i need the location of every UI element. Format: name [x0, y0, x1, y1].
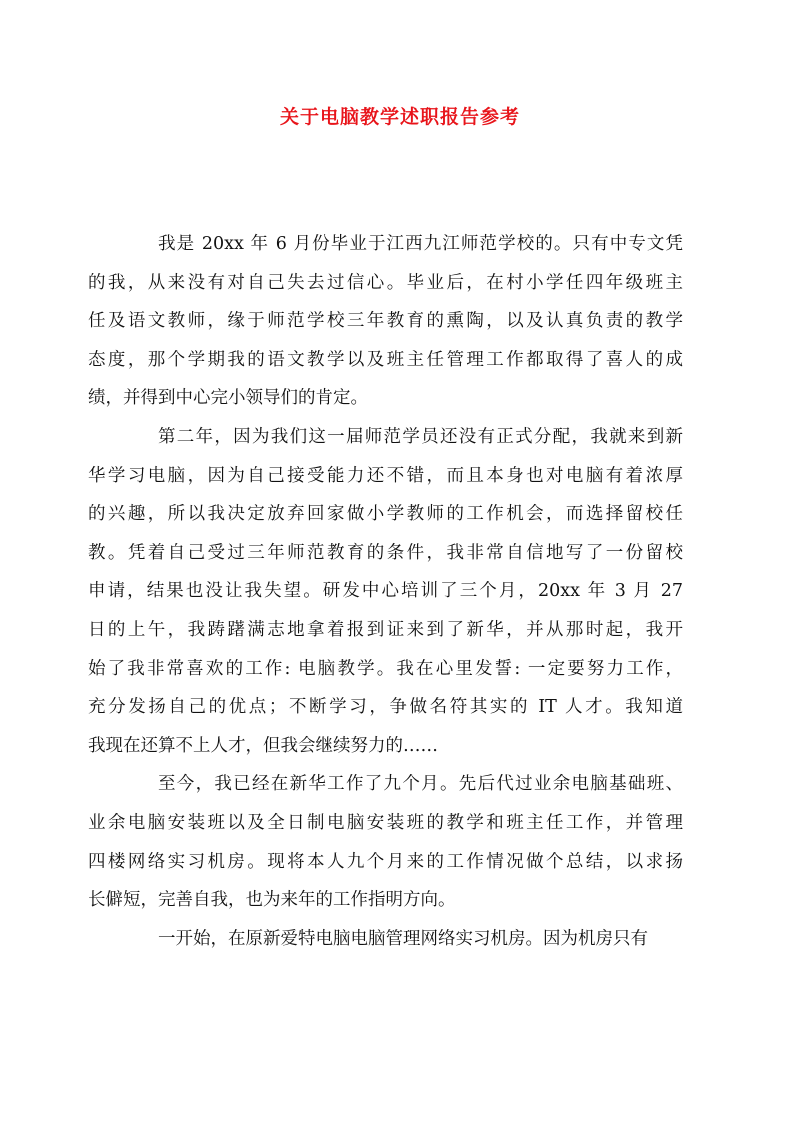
paragraph-line: 业余电脑安装班以及全日制电脑安装班的教学和班主任工作，并管理 — [88, 812, 683, 833]
paragraph-line: 我是 20xx 年 6 月份毕业于江西九江师范学校的。只有中专文凭 — [158, 234, 683, 254]
paragraph-line: 至今，我已经在新华工作了九个月。先后代过业余电脑基础班、 — [158, 774, 683, 795]
paragraph-line: 态度，那个学期我的语文教学以及班主任管理工作都取得了喜人的成 — [88, 349, 683, 370]
paragraph-line: 的我，从来没有对自己失去过信心。毕业后，在村小学任四年级班主 — [88, 272, 683, 293]
paragraph-line: 绩，并得到中心完小领导们的肯定。 — [88, 388, 368, 409]
paragraph-1 — [88, 225, 683, 418]
paragraph-line: 充分发扬自己的优点；不断学习，争做名符其实的 IT 人才。我知道 — [88, 697, 683, 718]
paragraph-line: 长僻短，完善自我，也为来年的工作指明方向。 — [88, 890, 456, 911]
paragraph-4 — [123, 920, 683, 959]
paragraph-line: 华学习电脑，因为自己接受能力还不错，而且本身也对电脑有着浓厚 — [88, 465, 683, 486]
paragraph-line: 日的上午，我踌躇满志地拿着报到证来到了新华，并从那时起，我开 — [88, 619, 683, 640]
paragraph-line: 始了我非常喜欢的工作: 电脑教学。我在心里发誓: 一定要努力工作， — [88, 658, 683, 679]
paragraph-line: 第二年，因为我们这一届师范学员还没有正式分配，我就来到新 — [158, 426, 683, 447]
paragraph-line: 的兴趣，所以我决定放弃回家做小学教师的工作机会，而选择留校任 — [88, 504, 683, 525]
paragraph-line: 申请，结果也没让我失望。研发中心培训了三个月，20xx 年 3 月 27 — [88, 581, 683, 602]
paragraph-2 — [88, 418, 683, 765]
paragraph-line: 教。凭着自己受过三年师范教育的条件，我非常自信地写了一份留校 — [88, 542, 683, 563]
paragraph-3 — [88, 765, 683, 919]
document-body — [88, 225, 683, 958]
paragraph-line: 四楼网络实习机房。现将本人九个月来的工作情况做个总结，以求扬 — [88, 851, 683, 872]
paragraph-line: 一开始，在原新爱特电脑电脑管理网络实习机房。因为机房只有 — [158, 928, 648, 949]
paragraph-line: 任及语文教师，缘于师范学校三年教育的熏陶，以及认真负责的教学 — [88, 311, 683, 332]
paragraph-line: 我现在还算不上人才，但我会继续努力的…… — [88, 735, 438, 756]
document-title: 关于电脑教学述职报告参考 — [279, 106, 520, 128]
